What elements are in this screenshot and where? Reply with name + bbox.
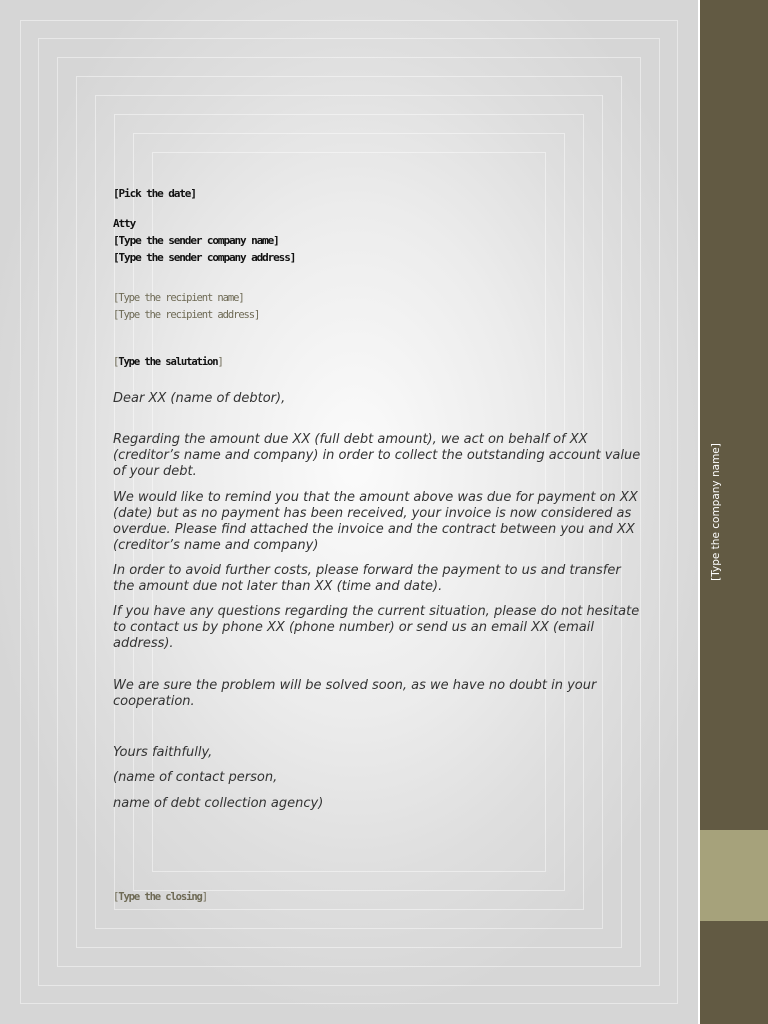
signoff: Yours faithfully,: [113, 745, 213, 760]
bracket-open: [: [113, 356, 119, 368]
salutation-field[interactable]: [113, 356, 223, 368]
recipient-address-field[interactable]: [Type the recipient address]: [113, 309, 260, 321]
paragraph-contact-info: If you have any questions regarding the current situation, please do not hesitate to contact us by phone XX (phone number) or send us an email XX (email address).: [113, 604, 640, 651]
sidebar-accent-block: [700, 830, 768, 921]
company-name-field[interactable]: [Type the company name]: [710, 443, 722, 581]
sender-address-field[interactable]: [Type the sender company address]: [113, 251, 296, 264]
recipient-name-field[interactable]: [Type the recipient name]: [113, 292, 244, 304]
paragraph-amount-due: Regarding the amount due XX (full debt amount), we act on behalf of XX (creditor’s name and company) in order to collect the outstanding account value of your debt.: [113, 432, 641, 479]
closing-field[interactable]: [113, 891, 207, 903]
greeting: Dear XX (name of debtor),: [113, 391, 286, 406]
paragraph-payment-request: In order to avoid further costs, please forward the payment to us and transfer the amount due not later than XX (time and date).: [113, 563, 621, 594]
agency-name: name of debt collection agency): [113, 796, 324, 811]
sender-company-field[interactable]: [Type the sender company name]: [113, 234, 279, 247]
salutation-label: Type the salutation: [118, 356, 218, 368]
contact-person: (name of contact person,: [113, 770, 278, 785]
bracket-close: ]: [217, 356, 223, 368]
bracket-close: ]: [201, 891, 208, 903]
sender-name: Atty: [113, 217, 136, 230]
paragraph-reminder: We would like to remind you that the amount above was due for payment on XX (date) but as no payment has been received, your invoice is now considered as overdue. Please find attached the invoice and the contract between you and XX (creditor’s name and company): [113, 490, 638, 553]
sidebar: [698, 0, 768, 1024]
date-field[interactable]: [Pick the date]: [113, 187, 196, 200]
closing-label: Type the closing: [118, 891, 202, 903]
bracket-open: [: [113, 891, 119, 903]
paragraph-cooperation: We are sure the problem will be solved soon, as we have no doubt in your cooperation.: [113, 678, 597, 709]
